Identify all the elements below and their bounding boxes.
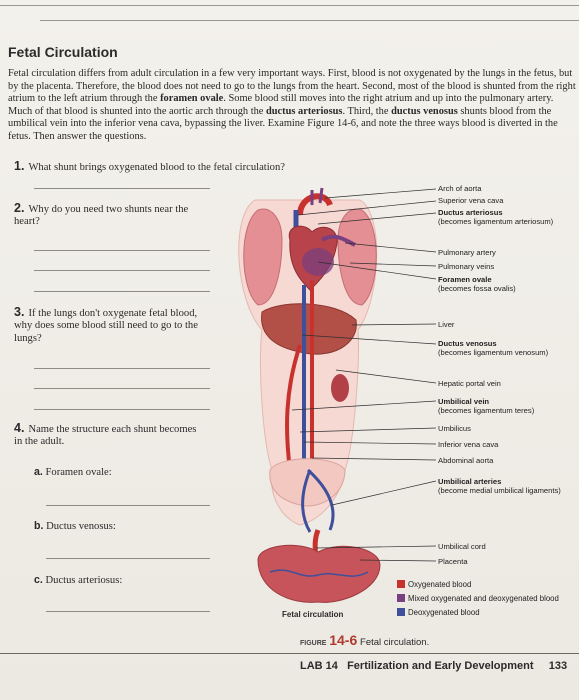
label-main: Arch of aorta [438, 184, 482, 193]
question-number: 2. [14, 201, 25, 215]
label-main: Pulmonary artery [438, 248, 496, 257]
label-main: Liver [438, 320, 455, 329]
label-placenta [438, 557, 468, 566]
question-text: If the lungs don't oxygenate fetal blood, why does some blood still need to go to the lungs? [14, 308, 198, 344]
label-sub: (becomes ligamentum teres) [438, 406, 535, 415]
label-inferior-vena-cava [438, 440, 498, 449]
label-liver [438, 320, 454, 329]
intro-text-4: shunts blood from the umbilical vein into the inferior vena cava, bypassing the liver. Examine Figure 14-6, and note the three ways blood is diverted in the fetus. Then answer the questions. [8, 105, 558, 142]
question-number: 1. [14, 159, 25, 173]
label-main: Placenta [438, 557, 468, 566]
intro-text-1: Fetal circulation differs from adult circulation in a few very important ways. First, blood is not oxygenated by the lungs in the fetus, but by the placenta. Therefore, the blood does not need to go to the lungs from the heart. Second, most of the blood is shunted from the right atrium to the left atrium through the [8, 68, 576, 105]
label-sub: (becomes ligamentum arteriosum) [438, 217, 554, 226]
page-number: 133 [548, 660, 568, 672]
legend-label: Deoxygenated blood [408, 608, 480, 617]
label-ductus-arteriosus [438, 208, 553, 226]
figure-inline-title: Fetal circulation [282, 610, 344, 619]
legend-swatch [397, 580, 405, 588]
label-main: Umbilical arteries [438, 477, 502, 486]
intro-text-3: . Third, the [342, 105, 392, 117]
legend-swatch [397, 608, 405, 616]
label-sub: (becomes ligamentum venosum) [438, 348, 549, 357]
label-umbilical-cord [438, 542, 486, 551]
label-pulmonary-veins [438, 262, 494, 271]
intro-text-2: . Some blood still moves into the right atrium and up into the pulmonary artery. Much of that blood is shunted into the aortic arch through the [8, 93, 554, 117]
label-main: Foramen ovale [438, 275, 492, 284]
sub-letter: c. [34, 574, 43, 586]
label-superior-vena-cava [438, 196, 503, 205]
label-main: Umbilical cord [438, 542, 486, 551]
label-umbilical-arteries [438, 477, 561, 495]
label-ductus-venosus [438, 339, 548, 357]
label-abdominal-aorta [438, 456, 493, 465]
label-main: Superior vena cava [438, 196, 504, 205]
term-ductus-arteriosus: ductus arteriosus [265, 105, 343, 117]
label-arch-of-aorta [438, 184, 481, 193]
label-main: Inferior vena cava [438, 440, 499, 449]
sub-text: Ductus arteriosus: [45, 575, 123, 586]
caption-number: 14-6 [329, 632, 358, 648]
label-umbilical-vein [438, 397, 534, 415]
caption-text: Fetal circulation. [360, 637, 430, 648]
placenta [258, 545, 380, 602]
label-main: Ductus venosus [438, 339, 497, 348]
label-main: Pulmonary veins [438, 262, 495, 271]
sub-text: Ductus venosus: [46, 521, 116, 532]
label-main: Hepatic portal vein [438, 379, 501, 388]
question-number: 3. [14, 305, 25, 319]
label-pulmonary-artery [438, 248, 496, 257]
sub-letter: b. [34, 520, 44, 532]
sub-letter: a. [34, 466, 43, 478]
label-main: Ductus arteriosus [438, 208, 503, 217]
label-foramen-ovale [438, 275, 516, 293]
label-main: Abdominal aorta [438, 456, 494, 465]
kidney [331, 374, 349, 402]
legend-label: Oxygenated blood [408, 580, 472, 589]
sub-text: Foramen ovale: [45, 467, 112, 478]
legend-deoxygenated [397, 608, 480, 617]
label-sub: (become medial umbilical ligaments) [438, 486, 561, 495]
question-text: Name the structure each shunt becomes in the adult. [14, 424, 197, 448]
question-text: Why do you need two shunts near the heart? [14, 204, 189, 228]
question-number: 4. [14, 421, 25, 435]
caption-prefix: FIGURE [300, 640, 327, 647]
label-main: Umbilical vein [438, 397, 490, 406]
footer-lab: LAB 14 [300, 660, 338, 672]
term-foramen-ovale: foramen ovale [160, 93, 224, 105]
legend-mixed [397, 594, 559, 603]
question-text: What shunt brings oxygenated blood to the fetal circulation? [28, 162, 285, 173]
legend-swatch [397, 594, 405, 602]
label-sub: (becomes fossa ovalis) [438, 284, 516, 293]
label-umbilicus [438, 424, 471, 433]
label-main: Umbilicus [438, 424, 471, 433]
term-ductus-venosus: ductus venosus [391, 105, 458, 117]
footer-title: Fertilization and Early Development [347, 660, 534, 672]
section-title: Fetal Circulation [8, 44, 118, 60]
legend-oxygenated [397, 580, 471, 589]
footer [300, 660, 567, 672]
legend-label: Mixed oxygenated and deoxygenated blood [408, 594, 559, 603]
label-hepatic-portal-vein [438, 379, 501, 388]
footer-rule [0, 653, 579, 654]
figure-caption [300, 632, 429, 648]
